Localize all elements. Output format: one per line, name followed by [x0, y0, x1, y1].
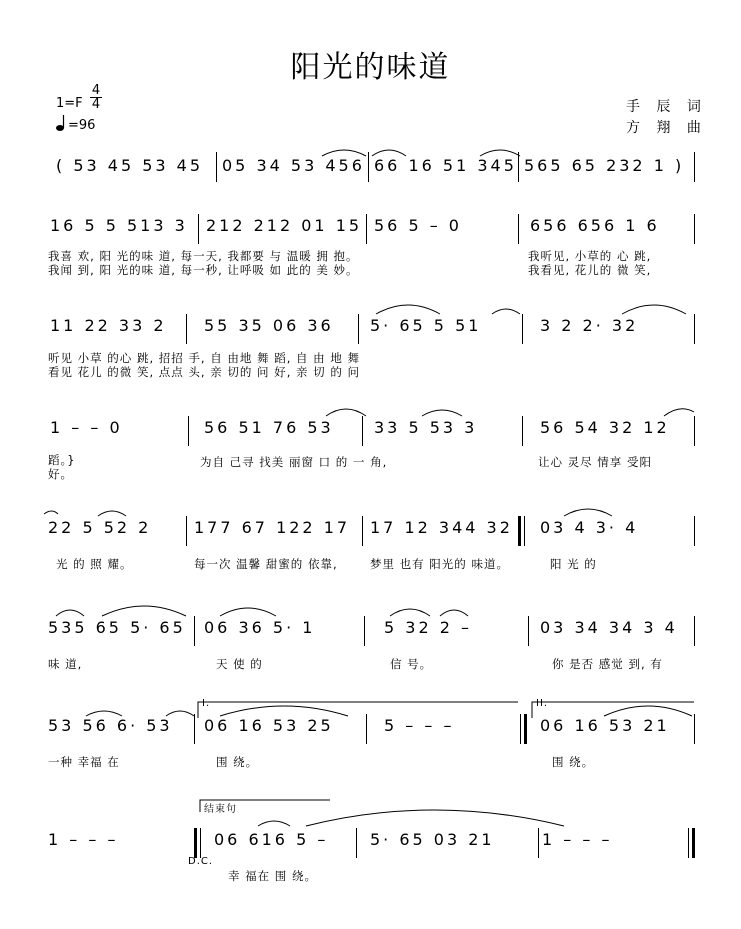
slur-marks	[44, 612, 696, 632]
measure: 5· 65 03 21	[370, 830, 495, 849]
measure: 05 34 53 456	[222, 156, 365, 175]
score-system-2	[44, 210, 696, 280]
time-signature-denominator: 4	[91, 97, 101, 112]
measure: 565 65 232 1 )	[524, 156, 685, 175]
lyric-line: 光 的 照 耀。	[56, 557, 133, 571]
slur-marks	[44, 710, 696, 740]
measure: 03 34 34 3 4	[540, 618, 678, 637]
lyricist-credit: 手 辰 词	[626, 99, 707, 115]
barline	[366, 214, 367, 244]
key-signature: 1=F	[56, 96, 83, 111]
measure: 656 656 1 6	[530, 216, 660, 235]
measure: 5· 65 5 51	[370, 316, 482, 335]
score-system-1	[44, 148, 696, 188]
barline	[518, 214, 519, 244]
lyric-line: 看见 花儿 的微 笑, 点点 头, 亲 切的 问 好, 亲 切 的 问	[48, 365, 360, 379]
lyric-line: 味 道,	[48, 657, 83, 671]
lyric-line: 为自 己寻 找美 丽窗 口 的 一 角,	[200, 455, 388, 469]
lyric-line: 阳 光 的	[550, 557, 597, 571]
score-system-4	[44, 412, 696, 482]
volta-1-label: I.	[202, 698, 211, 709]
measure: 33 5 53 3	[374, 418, 478, 437]
lyric-line: 听见 小草 的心 跳, 招招 手, 自 由地 舞 蹈, 自 由 地 舞	[48, 351, 360, 365]
time-signature-numerator: 4	[91, 83, 101, 98]
measure: ( 53 45 53 45	[56, 156, 204, 175]
measure: 03 4 3· 4	[540, 518, 639, 537]
barline	[694, 214, 695, 244]
score-system-8	[44, 798, 696, 888]
lyric-line: 我听见, 小草的 心 跳,	[528, 249, 652, 263]
tempo-marking: =96	[68, 118, 96, 133]
measure: 22 5 52 2	[48, 518, 152, 537]
measure: 1 – – –	[48, 830, 119, 849]
lyric-line: 天 使 的	[216, 657, 263, 671]
score-system-7	[44, 700, 696, 780]
measure: 06 16 53 21	[540, 716, 670, 735]
lyric-line: 围 绕。	[552, 755, 595, 769]
measure: 17 12 344 32	[370, 518, 513, 537]
dc-marking: D.C.	[188, 856, 214, 867]
measure: 5 32 2 –	[384, 618, 472, 637]
lyric-line: 梦里 也有 阳光的 味道。	[370, 557, 509, 571]
measure: 3 2 2· 32	[540, 316, 639, 335]
barline	[198, 214, 199, 244]
slur-marks	[44, 412, 696, 432]
lyric-line: 幸 福在 围 绕。	[228, 869, 317, 883]
measure: 5 – – –	[384, 716, 455, 735]
quarter-note-icon	[56, 114, 68, 136]
lyric-line: 让心 灵尽 情享 受阳	[538, 455, 652, 469]
lyric-line: 我喜 欢, 阳 光的味 道, 每一天, 我都要 与 温暖 拥 抱。	[48, 249, 359, 263]
lyric-line: 你 是否 感觉 到, 有	[552, 657, 663, 671]
lyric-line: 一种 幸福 在	[48, 755, 120, 769]
score-system-3	[44, 310, 696, 380]
slur-marks	[44, 148, 696, 168]
measure: 11 22 33 2	[50, 316, 167, 335]
coda-bracket	[44, 798, 696, 818]
measure: 06 16 53 25	[204, 716, 334, 735]
measure: 56 51 76 53	[204, 418, 334, 437]
measure: 535 65 5· 65	[48, 618, 186, 637]
coda-label: 结束句	[204, 804, 237, 815]
measure: 56 54 32 12	[540, 418, 670, 437]
measure: 06 36 5· 1	[204, 618, 316, 637]
slur-marks	[44, 512, 696, 532]
composer-credit: 方 翔 曲	[626, 120, 707, 136]
measure: 56 5 – 0	[374, 216, 462, 235]
measure: 16 5 5 513 3	[50, 216, 188, 235]
volta-2-label: II.	[536, 698, 549, 709]
measure: 1 – – –	[542, 830, 613, 849]
lyric-line: 信 号。	[390, 657, 433, 671]
slur-marks	[44, 818, 696, 848]
measure: 66 16 51 345	[374, 156, 517, 175]
measure: 55 35 06 36	[204, 316, 334, 335]
score-system-6	[44, 612, 696, 682]
lyric-line: 我看见, 花儿的 微 笑,	[528, 263, 652, 277]
slur-marks	[44, 310, 696, 330]
measure: 212 212 01 15	[206, 216, 363, 235]
lyric-line: 每一次 温馨 甜蜜的 依靠,	[194, 557, 338, 571]
lyric-line: 围 绕。	[216, 755, 259, 769]
measure: 53 56 6· 53	[48, 716, 173, 735]
measure: 177 67 122 17	[194, 518, 351, 537]
time-signature	[90, 84, 102, 111]
lyric-line: 我闻 到, 阳 光的味 道, 每一秒, 让呼吸 如 此的 美 妙。	[48, 263, 359, 277]
measure: 06 616 5 –	[214, 830, 329, 849]
score-system-5	[44, 512, 696, 582]
lyric-line: 蹈。}	[48, 453, 76, 467]
lyric-line: 好。	[48, 467, 73, 481]
measure: 1 – – 0	[50, 418, 123, 437]
song-title: 阳光的味道	[290, 50, 451, 85]
